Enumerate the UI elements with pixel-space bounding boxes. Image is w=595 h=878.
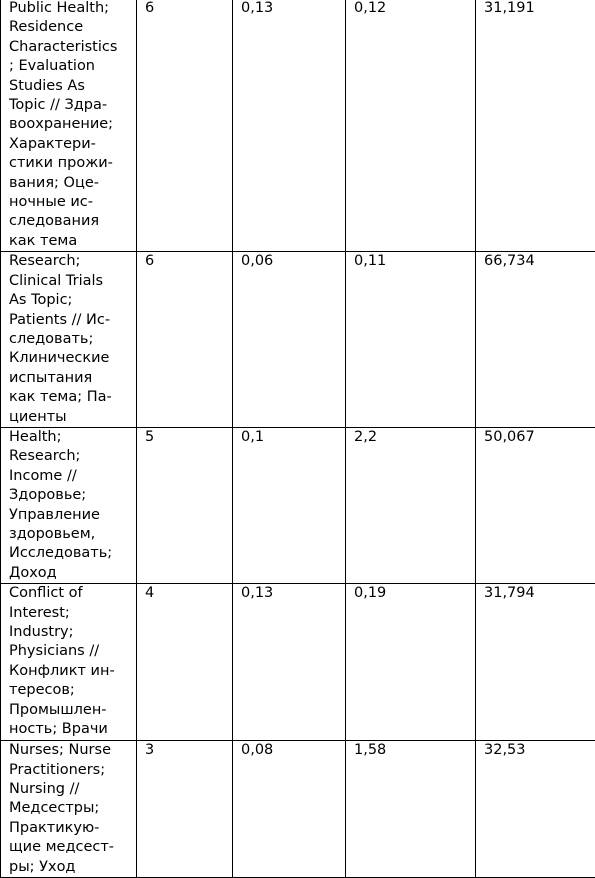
term-line: Доход: [9, 564, 57, 581]
cell-c5: 31,191: [476, 0, 595, 252]
cell-c4: 0,19: [346, 584, 476, 741]
term-line: щие медсест-: [9, 839, 115, 856]
term-line: ночные ис-: [9, 194, 94, 211]
term-line: стики прожи-: [9, 155, 113, 172]
term-line: Управление: [9, 506, 100, 523]
cell-terms: [1, 741, 137, 878]
term-line: Income //: [9, 467, 77, 484]
term-line: Conflict of: [9, 585, 83, 602]
table-body: [1, 0, 595, 878]
cell-c4: 2,2: [346, 427, 476, 583]
term-line: As Topic;: [9, 292, 73, 309]
cell-c2: 5: [137, 427, 233, 583]
term-line: Patients // Ис-: [9, 311, 111, 328]
term-line: как тема: [9, 232, 78, 249]
term-line: следовать;: [9, 330, 94, 347]
term-line: Nursing //: [9, 781, 80, 797]
cell-c5: 50,067: [476, 427, 595, 583]
cell-terms: [1, 0, 137, 252]
term-line: следования: [9, 213, 100, 230]
term-line: Clinical Trials: [9, 272, 104, 289]
term-line: ры; Уход: [9, 858, 76, 875]
table-row: [1, 741, 595, 878]
term-line: циенты: [9, 408, 67, 425]
term-line: Interest;: [9, 604, 70, 621]
term-line: Health;: [9, 428, 62, 445]
cell-c2: 6: [137, 252, 233, 428]
cell-terms: [1, 584, 137, 741]
term-line: испытания: [9, 369, 93, 386]
cell-c5: 66,734: [476, 252, 595, 428]
cell-c3: 0,06: [233, 252, 346, 428]
cell-c5: 31,794: [476, 584, 595, 741]
term-line: Исследовать;: [9, 545, 113, 562]
term-line: вания; Оце-: [9, 174, 99, 191]
cell-c3: 0,13: [233, 0, 346, 252]
cell-terms: [1, 252, 137, 428]
term-line: Practitioners;: [9, 761, 106, 778]
cell-c3: 0,1: [233, 427, 346, 583]
term-line: Research;: [9, 448, 81, 465]
term-line: Медсестры;: [9, 800, 100, 817]
term-line: Характери-: [9, 135, 96, 152]
term-line: Клинические: [9, 350, 110, 367]
term-line: Конфликт ин-: [9, 662, 115, 679]
term-line: Public Health;: [9, 0, 110, 16]
cell-c4: 0,12: [346, 0, 476, 252]
cell-c3: 0,08: [233, 741, 346, 878]
term-line: Characteristics: [9, 38, 118, 55]
term-line: Nurses; Nurse: [9, 742, 111, 759]
table-row: [1, 427, 595, 583]
cell-c3: 0,13: [233, 584, 346, 741]
term-line: Research;: [9, 253, 81, 270]
term-line: Промышлен-: [9, 701, 107, 718]
term-line: здоровьем,: [9, 525, 96, 542]
table-row: [1, 252, 595, 428]
cell-c2: 6: [137, 0, 233, 252]
term-line: Topic // Здра-: [9, 97, 108, 114]
term-line: Residence: [9, 19, 84, 36]
term-line: Практикую-: [9, 819, 100, 836]
term-line: Physicians //: [9, 643, 100, 660]
term-line: ность; Врачи: [9, 721, 108, 738]
table-row: [1, 0, 595, 252]
cell-c2: 4: [137, 584, 233, 741]
cell-c4: 0,11: [346, 252, 476, 428]
term-line: как тема; Па-: [9, 389, 112, 406]
cell-c2: 3: [137, 741, 233, 878]
term-line: ; Evaluation: [9, 58, 96, 75]
term-line: Здоровье;: [9, 487, 87, 504]
table-row: [1, 584, 595, 741]
term-line: Studies As: [9, 77, 85, 94]
term-line: Industry;: [9, 624, 74, 640]
cell-c5: 32,53: [476, 741, 595, 878]
cell-terms: [1, 427, 137, 583]
term-line: воохранение;: [9, 116, 114, 133]
cell-c4: 1,58: [346, 741, 476, 878]
term-line: тересов;: [9, 682, 75, 699]
